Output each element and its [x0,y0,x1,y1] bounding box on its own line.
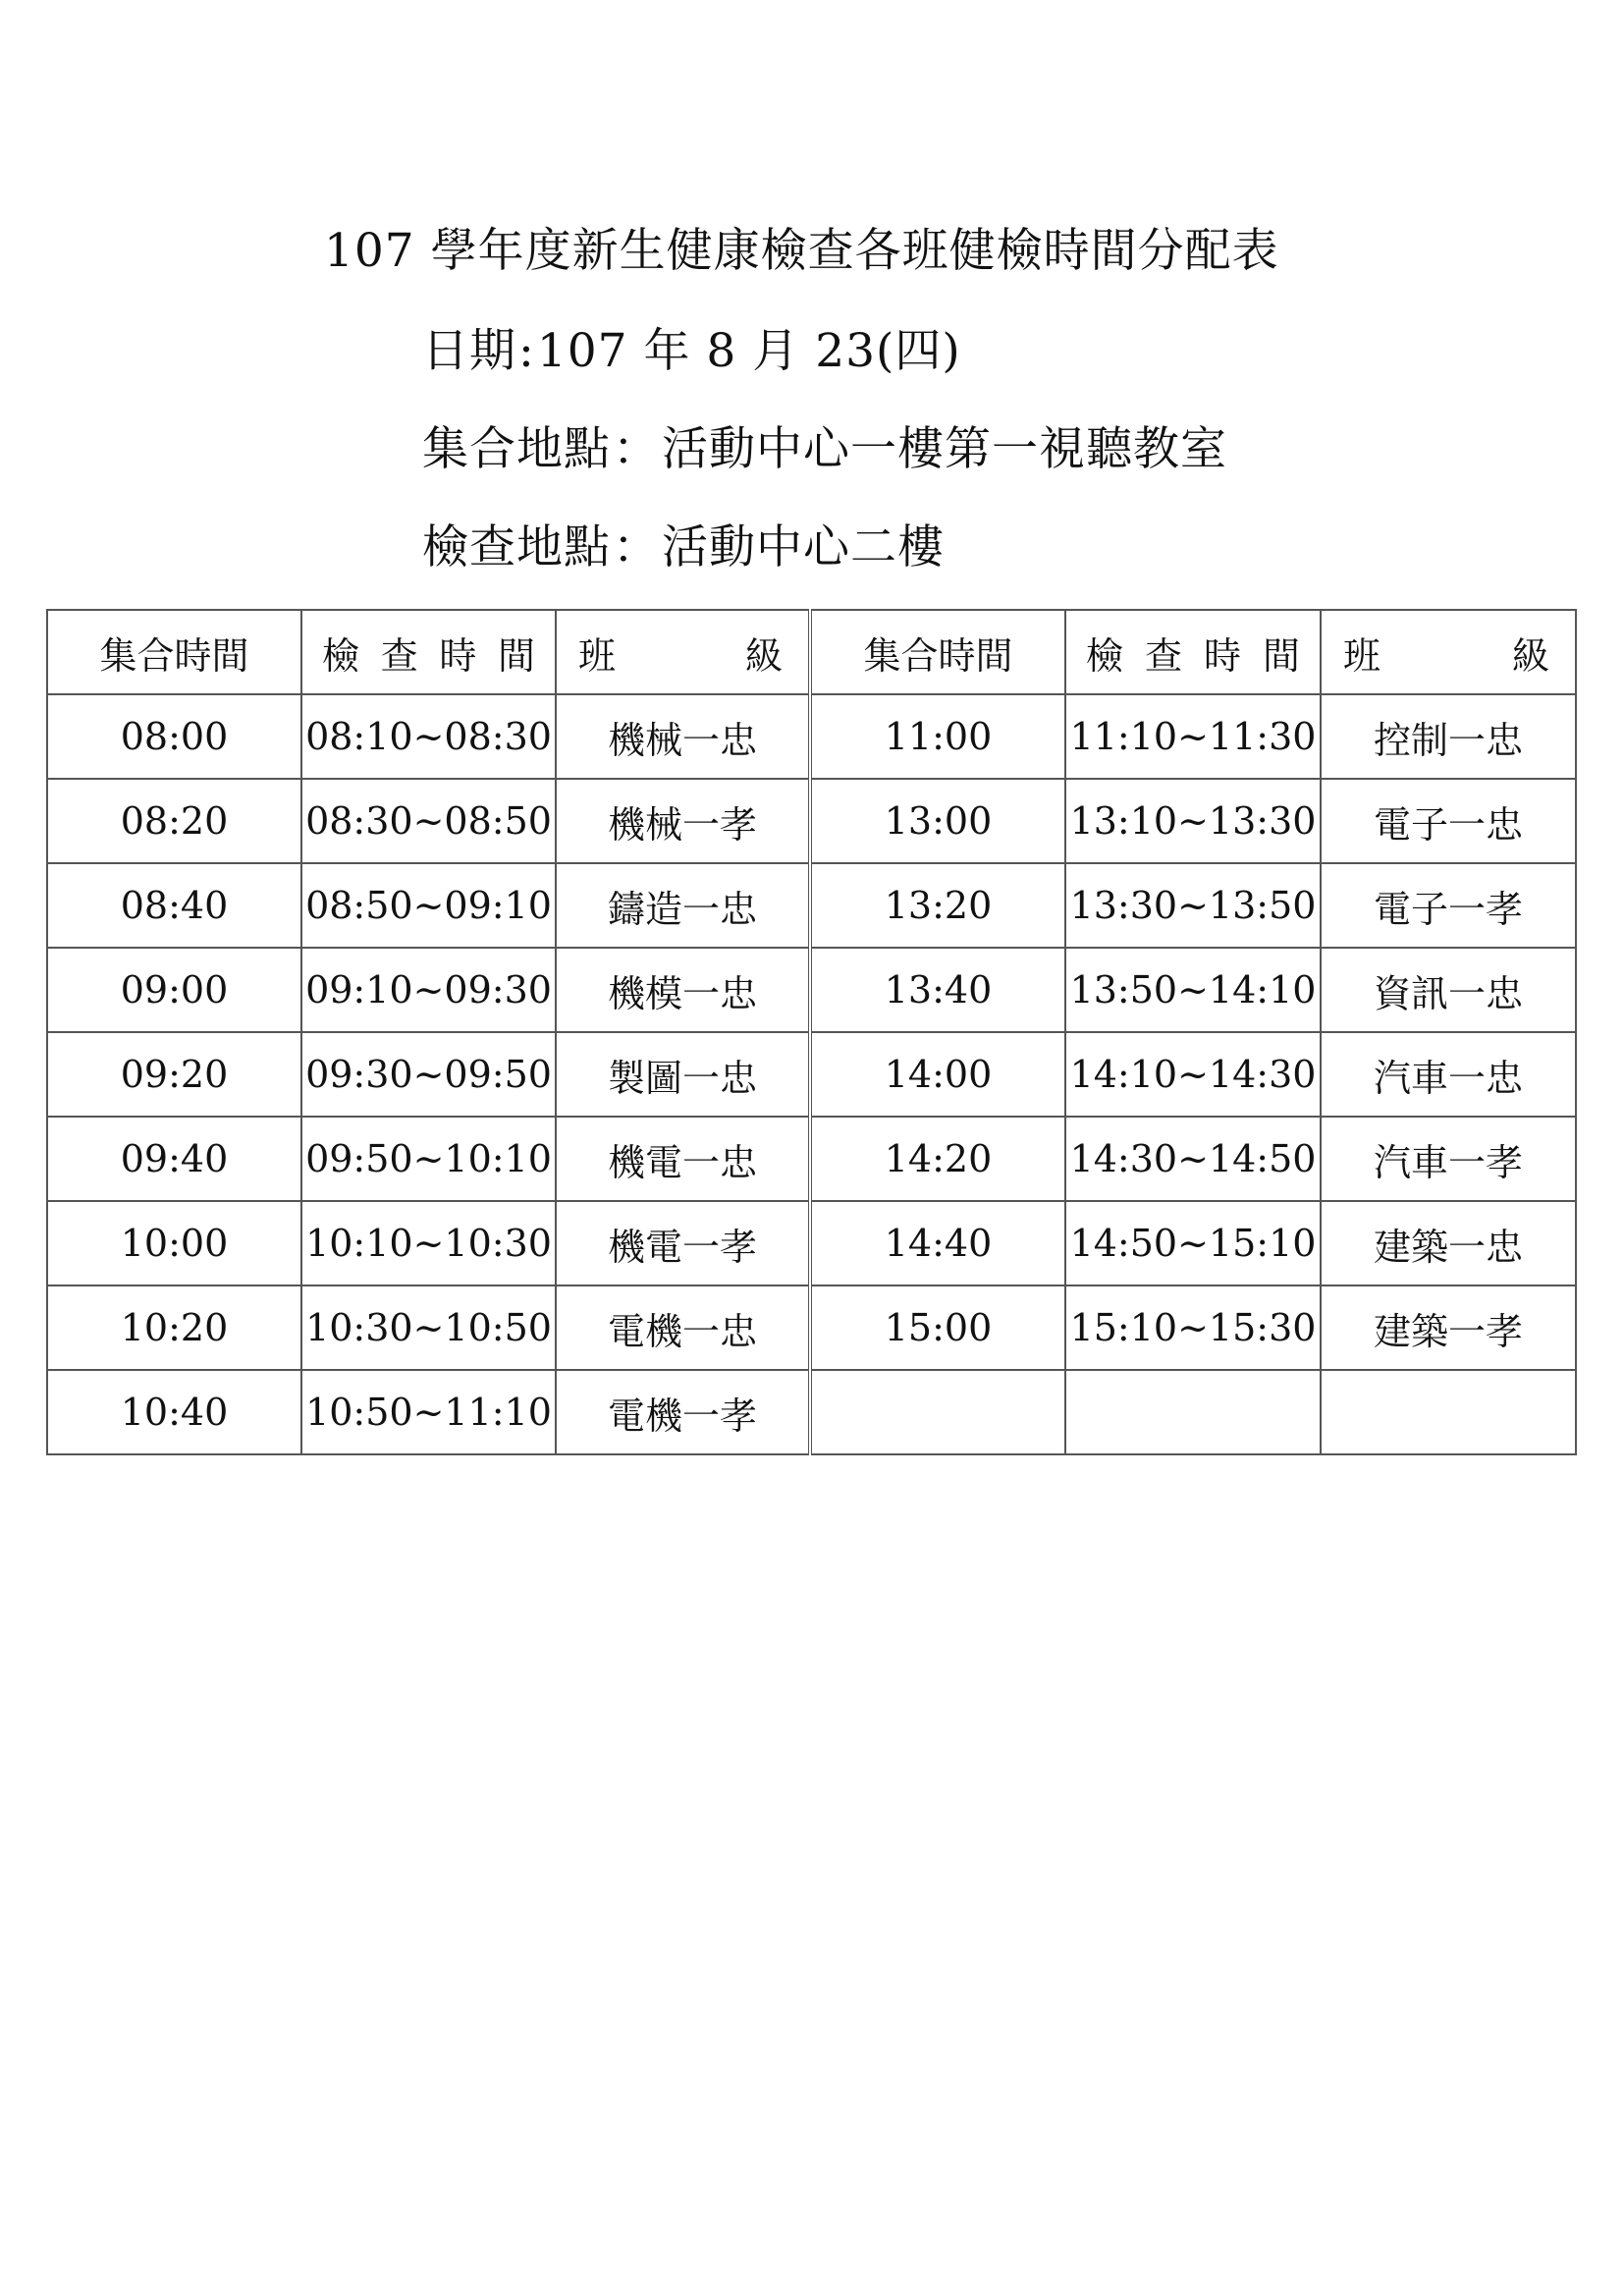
date-value: 107 年 8 月 23(四) [536,324,961,378]
gather-time-cell: 10:20 [47,1285,301,1370]
table-row [47,948,1576,1032]
class-cell: 電子一忠 [1321,779,1576,863]
class-cell: 汽車一孝 [1321,1117,1576,1201]
class-cell: 機電一忠 [556,1117,810,1201]
gather-location-separator: ： [613,422,660,476]
check-time-cell: 10:50~11:10 [301,1370,556,1454]
gather-time-cell: 15:00 [810,1285,1065,1370]
gather-time-cell: 11:00 [810,694,1065,779]
gather-time-cell: 13:40 [810,948,1065,1032]
header-char: 時 [1203,633,1241,678]
class-cell: 電機一忠 [556,1285,810,1370]
class-cell: 汽車一忠 [1321,1032,1576,1117]
class-cell: 資訊一忠 [1321,948,1576,1032]
header-char: 檢 [1086,633,1124,678]
gather-time-cell: 14:40 [810,1201,1065,1285]
table-row [47,1285,1576,1370]
check-time-cell: 09:10~09:30 [301,948,556,1032]
gather-time-cell: 10:40 [47,1370,301,1454]
header-gather-time-right: 集合時間 [810,610,1065,694]
header-char: 級 [1511,633,1549,678]
gather-time-cell: 08:20 [47,779,301,863]
gather-time-cell: 14:00 [810,1032,1065,1117]
class-cell: 控制一忠 [1321,694,1576,779]
exam-location-value: 活動中心二樓 [662,520,945,574]
class-cell: 機模一忠 [556,948,810,1032]
check-time-cell: 14:30~14:50 [1065,1117,1321,1201]
table-row [47,1032,1576,1117]
gather-time-cell: 08:00 [47,694,301,779]
check-time-cell: 13:10~13:30 [1065,779,1321,863]
exam-location-label: 檢查地點 [422,520,611,574]
table-header-row [47,610,1576,694]
gather-time-cell: 09:20 [47,1032,301,1117]
header-class-left [556,610,810,694]
check-time-cell: 08:30~08:50 [301,779,556,863]
date-label: 日期 [422,324,516,378]
gather-time-cell: 09:00 [47,948,301,1032]
header-check-time-right [1065,610,1321,694]
date-separator: : [518,324,535,378]
class-cell: 鑄造一忠 [556,863,810,948]
class-cell: 建築一忠 [1321,1201,1576,1285]
gather-time-cell: 13:00 [810,779,1065,863]
class-cell: 製圖一忠 [556,1032,810,1117]
class-cell: 電機一孝 [556,1370,810,1454]
check-time-cell: 15:10~15:30 [1065,1285,1321,1370]
page-title: 107 學年度新生健康檢查各班健檢時間分配表 [324,224,1279,278]
header-char: 檢 [322,633,360,678]
table-row [47,694,1576,779]
class-cell: 電子一孝 [1321,863,1576,948]
check-time-cell: 11:10~11:30 [1065,694,1321,779]
class-cell [1321,1370,1576,1454]
gather-location-label: 集合地點 [422,422,611,476]
class-cell: 建築一孝 [1321,1285,1576,1370]
check-time-cell: 10:10~10:30 [301,1201,556,1285]
header-char: 班 [1343,633,1381,678]
check-time-cell: 09:30~09:50 [301,1032,556,1117]
gather-location-line [422,412,1227,478]
gather-time-cell: 09:40 [47,1117,301,1201]
header-char: 查 [1144,633,1182,678]
check-time-cell: 08:10~08:30 [301,694,556,779]
header-char: 級 [744,633,783,678]
header-char: 時 [439,633,477,678]
check-time-cell: 08:50~09:10 [301,863,556,948]
check-time-cell: 14:10~14:30 [1065,1032,1321,1117]
gather-time-cell: 10:00 [47,1201,301,1285]
header-char: 間 [1262,633,1300,678]
table-row [47,1201,1576,1285]
table-row [47,779,1576,863]
exam-location-separator: ： [613,520,660,574]
check-time-cell [1065,1370,1321,1454]
class-cell: 機械一孝 [556,779,810,863]
header-check-time-left [301,610,556,694]
gather-time-cell: 13:20 [810,863,1065,948]
check-time-cell: 14:50~15:10 [1065,1201,1321,1285]
check-time-cell: 13:50~14:10 [1065,948,1321,1032]
check-time-cell: 09:50~10:10 [301,1117,556,1201]
header-char: 查 [380,633,418,678]
header-char: 班 [578,633,617,678]
gather-time-cell: 08:40 [47,863,301,948]
header-gather-time-left: 集合時間 [47,610,301,694]
class-cell: 機電一孝 [556,1201,810,1285]
schedule-table [46,609,1577,1455]
table-row [47,1370,1576,1454]
check-time-cell: 13:30~13:50 [1065,863,1321,948]
table-row [47,863,1576,948]
header-class-right [1321,610,1576,694]
table-row [47,1117,1576,1201]
header-char: 間 [497,633,535,678]
check-time-cell: 10:30~10:50 [301,1285,556,1370]
gather-time-cell: 14:20 [810,1117,1065,1201]
gather-location-value: 活動中心一樓第一視聽教室 [662,422,1227,476]
date-line [422,314,961,380]
gather-time-cell [810,1370,1065,1454]
class-cell: 機械一忠 [556,694,810,779]
exam-location-line [422,511,945,576]
